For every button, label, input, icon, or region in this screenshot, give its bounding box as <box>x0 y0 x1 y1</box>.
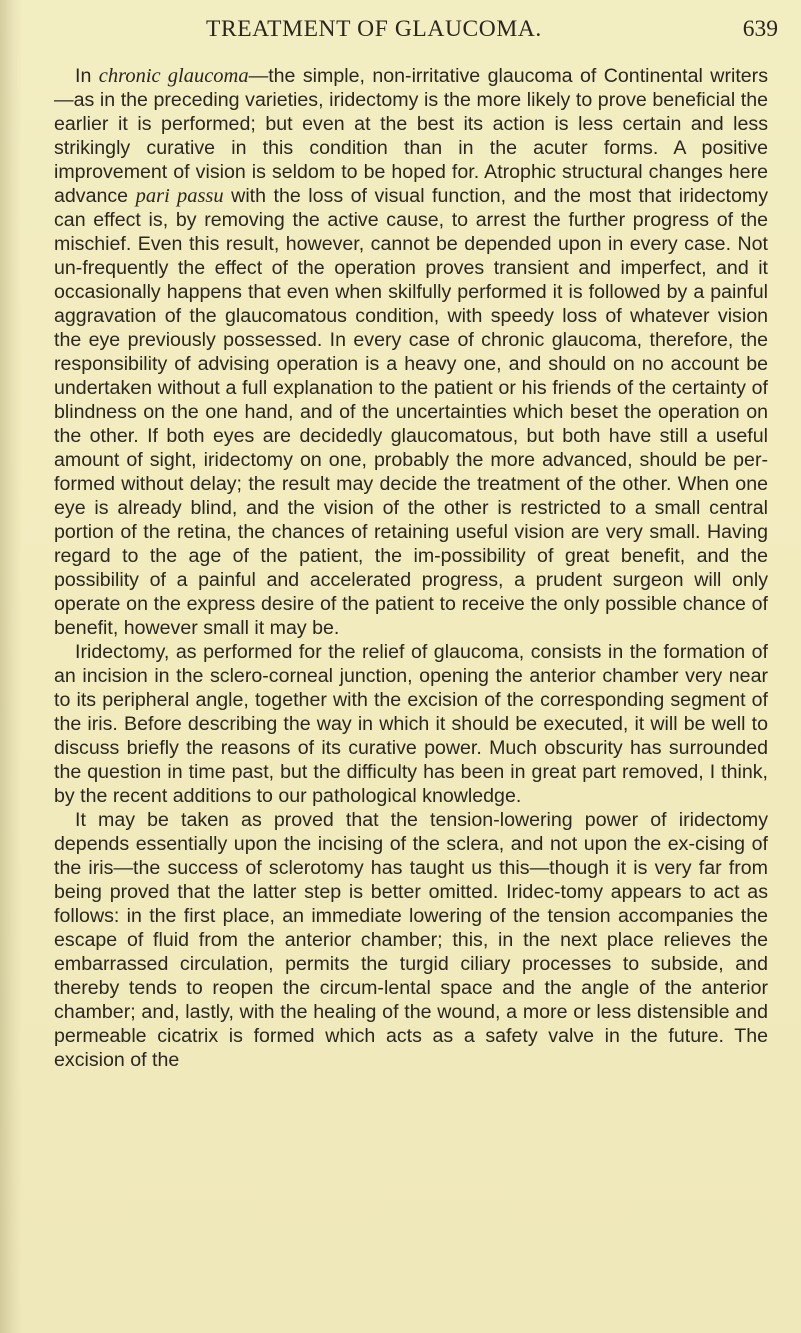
page-number: 639 <box>742 16 778 42</box>
paragraph-chronic-glaucoma <box>54 64 768 640</box>
paragraph-text: —the simple, non-irritative glaucoma of Continental writers—as in the preceding varieties, iridectomy is the more likely to prove beneficial the earlier it is performed; but even at the best its action is less certain and less strikingly curative in this condition than in the acuter forms. A positive improvement of vision is seldom to be hoped for. Atrophic structural changes here advance <box>54 65 768 207</box>
binding-gutter-shadow <box>0 0 22 1333</box>
italic-term-pari-passu: pari passu <box>135 185 224 207</box>
page-header <box>206 16 778 56</box>
body-text <box>54 64 768 1072</box>
paragraph-text: with the loss of visual function, and the most that iridectomy can effect is, by removing the active cause, to arrest the further progress of the mischief. Even this result, however, cannot be depended upon in every case. Not un-frequently the effect of the operation proves transient and imperfect, and it occasionally happens that even when skilfully performed it is followed by a painful aggravation of the glaucomatous condition, with speedy loss of whatever vision the eye previously possessed. In every case of chronic glaucoma, therefore, the responsibility of advising operation is a heavy one, and should on no account be undertaken without a full explanation to the patient or his friends of the certainty of blindness on the one hand, and of the uncertainties which beset the operation on the other. If both eyes are decidedly glaucomatous, but both have still a useful amount of sight, iridectomy on one, probably the more advanced, should be per-formed without delay; the result may decide the treatment of the other. When one eye is already blind, and the vision of the other is restricted to a small central portion of the retina, the chances of retaining useful vision are very small. Having regard to the age of the patient, the im-possibility of great benefit, and the possibility of a painful and accelerated progress, a prudent surgeon will only operate on the express desire of the patient to receive the only possible chance of benefit, however small it may be. <box>54 185 768 639</box>
paragraph-iridectomy-definition: Iridectomy, as performed for the relief of glaucoma, consists in the formation of an incision in the sclero-corneal junction, opening the anterior chamber very near to its peripheral angle, together with the excision of the corresponding segment of the iris. Before describing the way in which it should be executed, it will be well to discuss briefly the reasons of its curative power. Much obscurity has surrounded the question in time past, but the difficulty has been in great part removed, I think, by the recent additions to our pathological knowledge. <box>54 641 768 807</box>
paragraph-iridectomy-action: It may be taken as proved that the tension-lowering power of iridectomy depends essentially upon the incising of the sclera, and not upon the ex-cising of the iris—the success of sclerotomy has taught us this—though it is very far from being proved that the latter step is better omitted. Iridec-tomy appears to act as follows: in the first place, an immediate lowering of the tension accompanies the escape of fluid from the anterior chamber; this, in the next place relieves the embarrassed circulation, permits the turgid ciliary processes to subside, and thereby tends to reopen the circum-lental space and the angle of the anterior chamber; and, lastly, with the healing of the wound, a more or less distensible and permeable cicatrix is formed which acts as a safety valve in the future. The excision of the <box>54 809 768 1071</box>
running-head: TREATMENT OF GLAUCOMA. <box>206 16 542 42</box>
paragraph-lead: In <box>75 65 99 87</box>
italic-term-chronic-glaucoma: chronic glaucoma <box>98 65 249 87</box>
